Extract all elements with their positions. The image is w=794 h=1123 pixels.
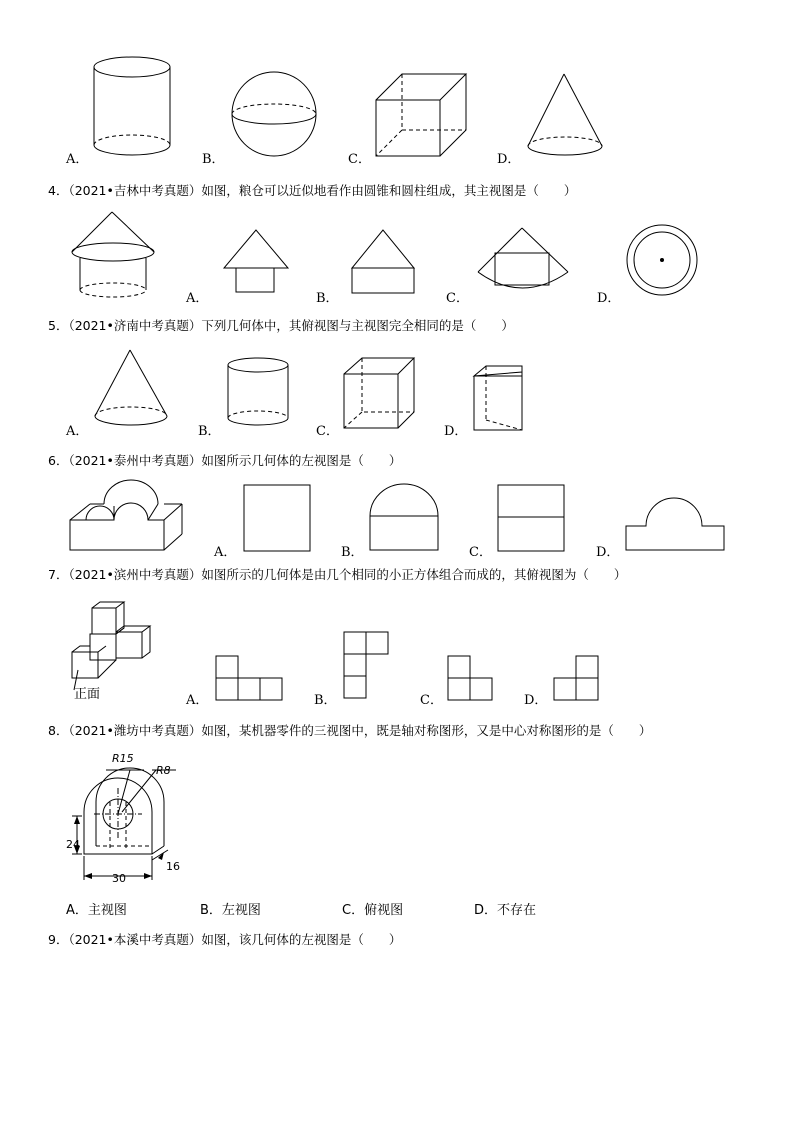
q3-option-b[interactable]: B． bbox=[202, 152, 225, 167]
q4-view-a bbox=[222, 228, 292, 296]
q6-view-b bbox=[368, 482, 440, 554]
q7-view-c bbox=[446, 654, 496, 702]
q4-option-b[interactable]: B． bbox=[316, 291, 339, 306]
q5-option-c[interactable]: C． bbox=[316, 424, 339, 439]
cylinder-figure bbox=[92, 55, 172, 160]
q5-cube bbox=[342, 356, 422, 436]
cone-figure bbox=[524, 72, 608, 162]
q5-option-a[interactable]: A． bbox=[66, 424, 89, 439]
q8-option-c[interactable]: C．俯视图 bbox=[342, 903, 404, 918]
q3-option-a[interactable]: A． bbox=[66, 152, 89, 167]
q8-option-b[interactable]: B．左视图 bbox=[200, 903, 261, 918]
dim-30: 30 bbox=[112, 872, 126, 885]
q7-cubes-solid bbox=[70, 600, 166, 686]
q7-option-a[interactable]: A． bbox=[186, 693, 209, 708]
cube-figure bbox=[374, 72, 474, 162]
question-5-text: 5．（2021•济南中考真题）下列几何体中，其俯视图与主视图完全相同的是（ ） bbox=[48, 318, 514, 333]
q3-option-c[interactable]: C． bbox=[348, 152, 371, 167]
q7-option-b[interactable]: B． bbox=[314, 693, 337, 708]
q6-view-a bbox=[242, 483, 312, 553]
q7-option-d[interactable]: D． bbox=[524, 693, 548, 708]
q3-option-d[interactable]: D． bbox=[497, 152, 521, 167]
q8-option-d[interactable]: D．不存在 bbox=[474, 903, 537, 918]
question-8-text: 8．（2021•潍坊中考真题）如图，某机器零件的三视图中，既是轴对称图形，又是中心对称图形的是（ ） bbox=[48, 723, 652, 738]
q4-option-d[interactable]: D． bbox=[597, 291, 621, 306]
q4-option-a[interactable]: A． bbox=[186, 291, 209, 306]
granary-figure bbox=[70, 210, 160, 300]
dim-24: 24 bbox=[66, 838, 80, 851]
question-4-text: 4．（2021•吉林中考真题）如图，粮仓可以近似地看作由圆锥和圆柱组成，其主视图是（ ） bbox=[48, 183, 577, 198]
question-6-text: 6．（2021•泰州中考真题）如图所示几何体的左视图是（ ） bbox=[48, 453, 402, 468]
q5-prism bbox=[472, 364, 532, 434]
q4-view-d bbox=[626, 224, 700, 298]
q5-option-b[interactable]: B． bbox=[198, 424, 221, 439]
question-9-text: 9．（2021•本溪中考真题）如图，该几何体的左视图是（ ） bbox=[48, 932, 402, 947]
q7-view-d bbox=[552, 654, 602, 702]
q7-view-a bbox=[214, 654, 286, 702]
sphere-figure bbox=[230, 72, 320, 162]
q5-option-d[interactable]: D． bbox=[444, 424, 468, 439]
q7-option-c[interactable]: C． bbox=[420, 693, 443, 708]
dim-r15: R15 bbox=[112, 752, 134, 765]
q4-view-c bbox=[476, 226, 572, 298]
q8-option-a[interactable]: A．主视图 bbox=[66, 903, 127, 918]
q6-view-c bbox=[496, 483, 568, 553]
q6-option-d[interactable]: D． bbox=[596, 545, 620, 560]
front-label: 正面 bbox=[74, 687, 101, 702]
q6-option-b[interactable]: B． bbox=[341, 545, 364, 560]
q4-option-c[interactable]: C． bbox=[446, 291, 469, 306]
q6-option-a[interactable]: A． bbox=[214, 545, 237, 560]
q6-view-d bbox=[624, 494, 728, 554]
q7-view-b bbox=[342, 630, 392, 702]
dim-16: 16 bbox=[166, 860, 180, 873]
q4-view-b bbox=[350, 228, 420, 296]
question-7-text: 7．（2021•滨州中考真题）如图所示的几何体是由几个相同的小正方体组合而成的，其俯视图为（ ） bbox=[48, 567, 627, 582]
q5-cone bbox=[92, 348, 172, 428]
q6-solid bbox=[68, 476, 188, 554]
dim-r8: R8 bbox=[156, 764, 171, 777]
q6-option-c[interactable]: C． bbox=[469, 545, 492, 560]
q5-cylinder bbox=[226, 356, 292, 432]
